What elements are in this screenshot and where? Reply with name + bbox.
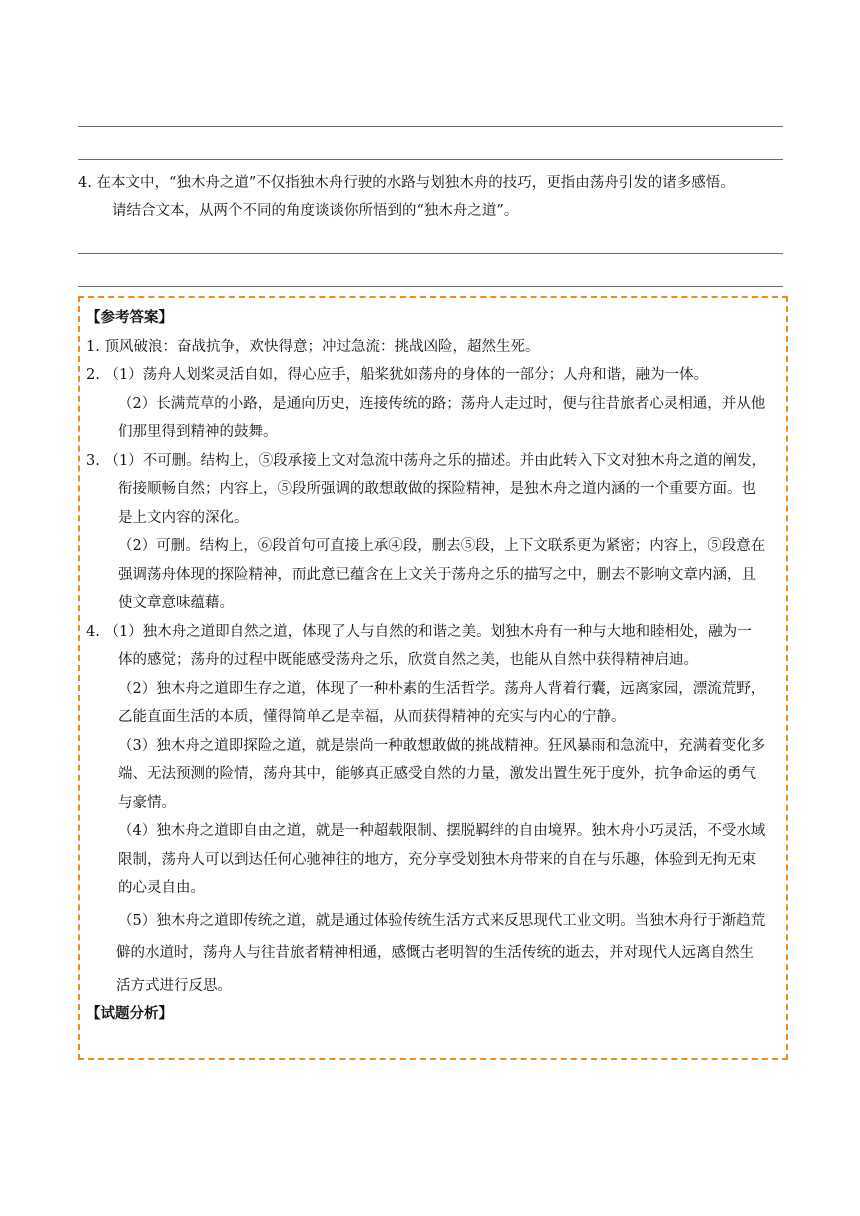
answer-line-2: [78, 159, 783, 160]
answer-2-part-2-line-2: 们那里得到精神的鼓舞。: [118, 424, 278, 440]
answer-3-part-1-line-2: 衔接顺畅自然；内容上，⑤段所强调的敢想敢做的探险精神，是独木舟之道内涵的一个重要方面。也: [118, 481, 756, 497]
answer-4-part-4-line-3: 的心灵自由。: [118, 880, 205, 896]
answer-3-part-2-line-2: 强调荡舟体现的探险精神，而此意已蕴含在上文关于荡舟之乐的描写之中，删去不影响文章内涵，且: [118, 566, 756, 583]
question-4: [78, 169, 790, 225]
answer-3-part-1-line-3: 是上文内容的深化。: [118, 509, 249, 526]
answer-line-3: [78, 253, 783, 254]
answer-4-part-1-line-2: 体的感觉；荡舟的过程中既能感受荡舟之乐，欣赏自然之美，也能从自然中获得精神启迪。: [118, 652, 698, 668]
answer-2-part-1: 2. （1）荡舟人划桨灵活自如，得心应手，船桨犹如荡舟的身体的一部分；人舟和谐，融为一体。: [86, 367, 709, 383]
question-4-line-2: 请结合文本，从两个不同的角度谈谈你所悟到的“独木舟之道”。: [112, 203, 519, 219]
answer-4-part-2-line-1: （2）独木舟之道即生存之道，体现了一种朴素的生活哲学。荡舟人背着行囊，远离家园，漂流荒野，: [118, 680, 766, 697]
answer-4-part-4-line-2: 限制，荡舟人可以到达任何心驰神往的地方，充分享受划独木舟带来的自在与乐趣，体验到无拘无束: [118, 851, 756, 868]
answer-4-part-3-line-3: 与豪情。: [118, 794, 176, 811]
answer-4-part-3-line-2: 端、无法预测的险情，荡舟其中，能够真正感受自然的力量，激发出置生死于度外，抗争命运的勇气: [118, 766, 756, 782]
answer-line-1: [78, 126, 783, 127]
answer-4-part-2-line-2: 乙能直面生活的本质，懂得简单乙是幸福，从而获得精神的充实与内心的宁静。: [118, 709, 626, 725]
answer-2-part-2-line-1: （2）长满荒草的小路，是通向历史，连接传统的路；荡舟人走过时，便与往昔旅者心灵相通，并从他: [118, 395, 766, 412]
answer-1: 1. 顶风破浪：奋战抗争，欢快得意；冲过急流：挑战凶险，超然生死。: [86, 338, 540, 355]
answer-line-4: [78, 286, 783, 287]
answer-4-part-1-line-1: 4. （1）独木舟之道即自然之道，体现了人与自然的和谐之美。划独木舟有一种与大地和睦相处，融为一: [86, 623, 752, 640]
answer-4-part-5-line-1: （5）独木舟之道即传统之道，就是通过体验传统生活方式来反思现代工业文明。当独木舟行于渐趋荒: [118, 912, 766, 929]
answer-4-part-3-line-1: （3）独木舟之道即探险之道，就是崇尚一种敢想敢做的挑战精神。狂风暴雨和急流中，充满着变化多: [118, 737, 766, 754]
answer-3-part-2-line-3: 使文章意味蕴藉。: [118, 595, 234, 611]
reference-answer-header: 【参考答案】: [86, 309, 173, 326]
answer-4-part-5-line-3: 活方式进行反思。: [116, 977, 232, 994]
answer-3-part-2-line-1: （2）可删。结构上，⑥段首句可直接上承④段，删去⑤段，上下文联系更为紧密；内容上，⑤段意在: [118, 538, 766, 554]
question-4-line-1: 4. 在本文中，“独木舟之道”不仅指独木舟行驶的水路与划独木舟的技巧，更指由荡舟引发的诸多感悟。: [78, 175, 735, 191]
analysis-header: 【试题分析】: [86, 1005, 173, 1022]
reference-answer-box: [78, 296, 788, 1060]
answer-4-part-4-line-1: （4）独木舟之道即自由之道，就是一种超载限制、摆脱羁绊的自由境界。独木舟小巧灵活，不受水域: [118, 823, 766, 839]
answer-3-part-1-line-1: 3. （1）不可删。结构上，⑤段承接上文对急流中荡舟之乐的描述。并由此转入下文对独木舟之道的阐发，: [86, 452, 767, 469]
answer-4-part-5-line-2: 僻的水道时，荡舟人与往昔旅者精神相通，感慨古老明智的生活传统的逝去，并对现代人远离自然生: [116, 945, 754, 961]
